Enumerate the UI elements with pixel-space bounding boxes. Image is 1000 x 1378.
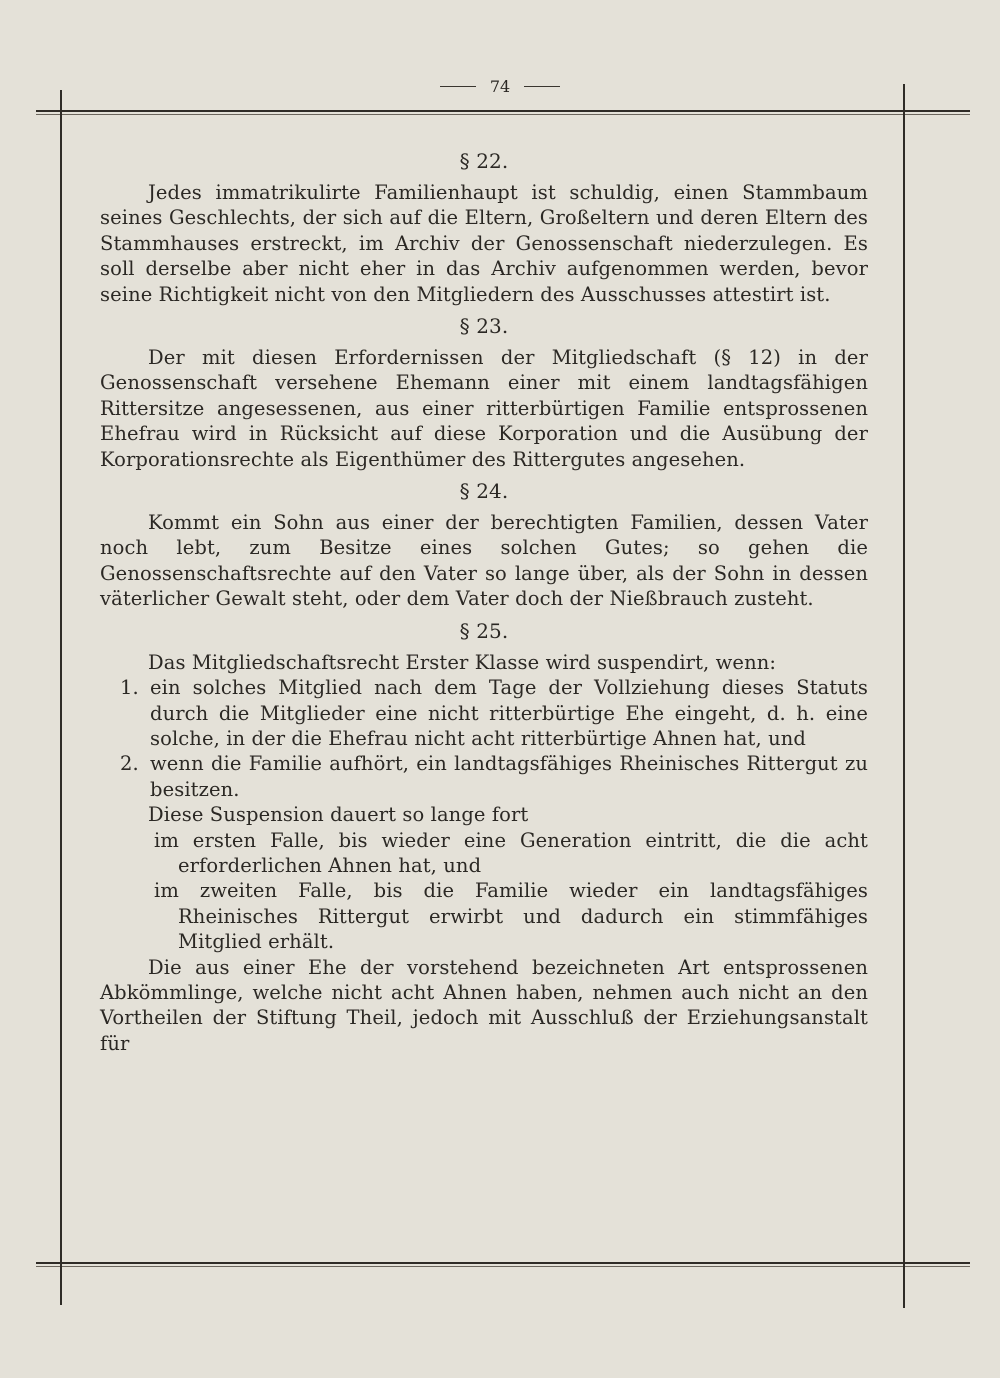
section-25-intro: Das Mitgliedschaftsrecht Erster Klasse wird suspendirt, wenn:	[148, 650, 777, 674]
section-heading-25: § 25.	[459, 618, 509, 643]
top-rule	[36, 110, 970, 112]
list-item	[100, 751, 868, 802]
section-heading-23: § 23.	[459, 314, 509, 339]
list-item-number: 2.	[120, 752, 139, 776]
right-rule	[903, 84, 905, 1308]
list-item	[100, 675, 868, 751]
body-text	[100, 142, 868, 1056]
section-23-text: Der mit diesen Erfordernissen der Mitgliedschaft (§ 12) in der Genossenschaft versehene Ehemann einer mit einem landtagsfähigen Rittersitze angesessenen, aus einer ritterbürtigen Familie entsprossenen Ehefrau wird in Rücksicht auf diese Korporation und die Ausübung der Korporationsrechte als Eigenthümer des Rittergutes angesehen.	[100, 346, 868, 471]
list-item-text: ein solches Mitglied nach dem Tage der Vollziehung dieses Statuts durch die Mitglieder eine nicht ritterbürtige Ehe eingeht, d. h. eine solche, in der die Ehefrau nicht acht ritterbürtige Ahnen hat, und	[150, 676, 868, 750]
section-heading-24: § 24.	[459, 479, 509, 504]
page-number: 74	[489, 76, 511, 96]
section-22-text: Jedes immatrikulirte Familienhaupt ist schuldig, einen Stammbaum seines Geschlechts, der sich auf die Eltern, Großeltern und deren Eltern des Stammhauses erstreckt, im Archiv der Genossenschaft niederzulegen. Es soll derselbe aber nicht eher in das Archiv aufgenommen werden, bevor seine Richtigkeit nicht von den Mitgliedern des Ausschusses attestirt ist.	[100, 181, 868, 306]
suspension-case: im ersten Falle, bis wieder eine Generation eintritt, die die acht erforderlichen Ahnen hat, und	[154, 828, 868, 877]
list-item-number: 1.	[120, 676, 139, 700]
bottom-rule	[36, 1262, 970, 1264]
suspension-intro: Diese Suspension dauert so lange fort	[148, 803, 529, 827]
left-rule	[60, 90, 62, 1305]
suspension-case: im zweiten Falle, bis die Familie wieder ein landtagsfähiges Rheinisches Rittergut erwirbt und dadurch ein stimmfähiges Mitglied erhält.	[154, 879, 868, 954]
section-heading-22: § 22.	[459, 149, 509, 173]
top-rule-thin	[36, 114, 970, 115]
list-item-text: wenn die Familie aufhört, ein landtagsfähiges Rheinisches Rittergut zu besitzen.	[150, 752, 868, 801]
page-header	[0, 74, 1000, 98]
section-25-closing: Die aus einer Ehe der vorstehend bezeichneten Art entsprossenen Abkömmlinge, welche nicht acht Ahnen haben, nehmen auch nicht an den Vortheilen der Stiftung Theil, jedoch mit Ausschluß der Erziehungsanstalt für	[100, 955, 868, 1055]
header-dash-right	[524, 86, 560, 87]
header-dash-left	[440, 86, 476, 87]
section-24-text: Kommt ein Sohn aus einer der berechtigten Familien, dessen Vater noch lebt, zum Besitze eines solchen Gutes; so gehen die Genossenschaftsrechte auf den Vater so lange über, als der Sohn in dessen väterlicher Gewalt steht, oder dem Vater doch der Nießbrauch zusteht.	[100, 511, 868, 611]
bottom-rule-thin	[36, 1266, 970, 1267]
